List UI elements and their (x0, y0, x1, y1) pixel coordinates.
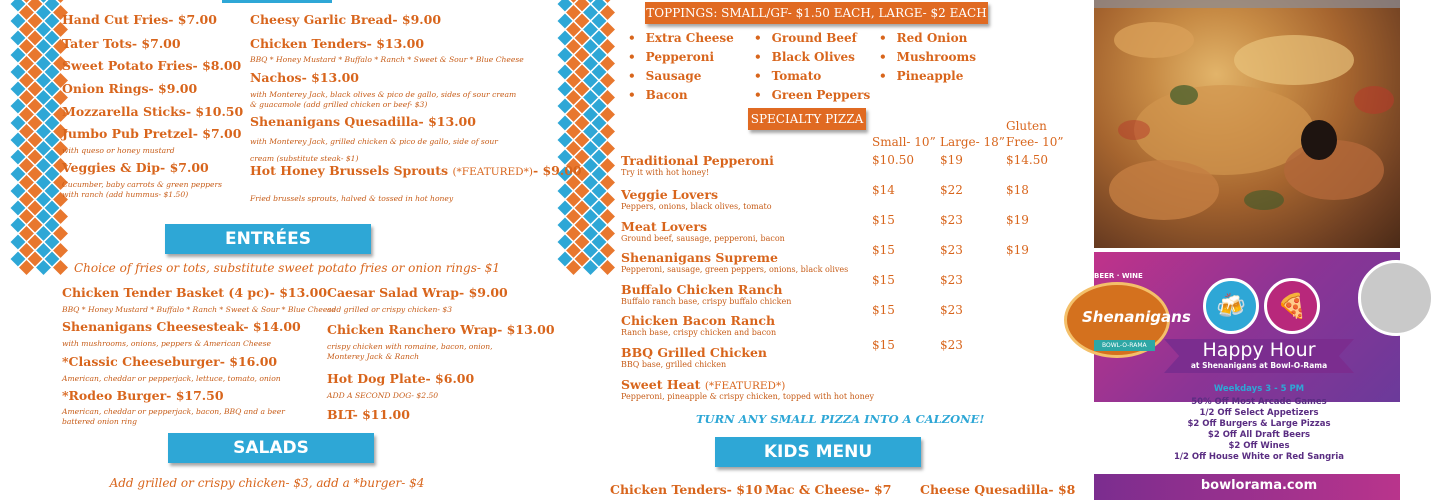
col-header-gf-line2: Free- 10” (1006, 135, 1064, 149)
menu-item: *Rodeo Burger- $17.50 (62, 388, 224, 403)
pizza-row (621, 213, 1081, 243)
menu-item-name: Hot Honey Brussels Sprouts (250, 163, 449, 178)
pizza-price-small: $15 (872, 243, 895, 257)
menu-item: Tater Tots- $7.00 (62, 36, 181, 51)
pizza-name: Buffalo Chicken Ranch (621, 282, 783, 297)
toppings-list-col2 (754, 31, 870, 107)
pizza-row (621, 377, 1081, 401)
pizza-name: Chicken Bacon Ranch (621, 313, 776, 328)
menu-item-desc: BBQ * Honey Mustard * Buffalo * Ranch * Sweet & Sour * Blue Cheese (250, 55, 524, 64)
toppings-banner: TOPPINGS: SMALL/GF- $1.50 EACH, LARGE- $2 EACH (645, 2, 988, 24)
pizza-price-small: $10.50 (872, 153, 914, 167)
promo-url[interactable]: bowlorama.com (1200, 478, 1318, 493)
menu-item: Caesar Salad Wrap- $9.00 (327, 285, 508, 300)
topping-item: • Green Peppers (754, 88, 870, 107)
pizza-price-gf: $19 (1006, 243, 1029, 257)
happy-hour-title: Happy Hour (1202, 339, 1316, 361)
pizza-price-gf: $18 (1006, 183, 1029, 197)
menu-item: Chicken Ranchero Wrap- $13.00 (327, 322, 555, 337)
topping-item: • Pepperoni (628, 50, 734, 69)
pizza-price-small: $14 (872, 183, 895, 197)
pizza-price-large: $23 (940, 338, 963, 352)
menu-item: Jumbo Pub Pretzel- $7.00 (62, 126, 242, 141)
deal-item: 1/2 Off House White or Red Sangria (1173, 452, 1345, 462)
diamond-pattern-right (565, 0, 599, 500)
menu-item-desc: add grilled or crispy chicken- $3 (327, 305, 453, 314)
pizza-desc: Pepperoni, sausage, green peppers, onions, black olives (621, 265, 849, 274)
pizza-price-small: $15 (872, 213, 895, 227)
menu-item-desc: with Monterey Jack, black olives & pico de gallo, sides of sour cream & guacamole (add grilled chicken or beef- $3) (250, 90, 517, 109)
topping-item: • Mushrooms (879, 50, 976, 69)
pizza-row (621, 273, 1081, 306)
pizza-price-small: $15 (872, 273, 895, 287)
col-header-small: Small- 10” (872, 135, 936, 149)
pizza-price-large: $19 (940, 153, 963, 167)
pizza-row (621, 153, 1081, 177)
topping-item: • Tomato (754, 69, 870, 88)
col-header-large: Large- 18” (940, 135, 1005, 149)
pizza-price-large: $23 (940, 273, 963, 287)
menu-item: Onion Rings- $9.00 (62, 81, 198, 96)
topping-item: • Extra Cheese (628, 31, 734, 50)
pizza-name: Shenanigans Supreme (621, 250, 778, 265)
menu-item: Chicken Tender Basket (4 pc)- $13.00 (62, 285, 328, 300)
menu-item: Hand Cut Fries- $7.00 (62, 12, 217, 27)
pizza-row (621, 338, 1081, 369)
topping-item: • Bacon (628, 88, 734, 107)
menu-item: Sweet Potato Fries- $8.00 (62, 58, 242, 73)
happy-hour-when: Weekdays 3 - 5 PM (1213, 384, 1305, 394)
logo-top: BEER · WINE (1094, 272, 1143, 280)
entrees-subtitle: Choice of fries or tots, substitute sweet potato fries or onion rings- $1 (73, 261, 500, 275)
menu-item-desc: American, cheddar or pepperjack, lettuce, tomato, onion (62, 374, 281, 383)
pizza-desc: Ranch base, crispy chicken and bacon (621, 328, 777, 337)
menu-item-desc: crispy chicken with romaine, bacon, onion, Monterey Jack & Ranch (327, 342, 493, 361)
pizza-desc: BBQ base, grilled chicken (621, 360, 727, 369)
menu-item-price: - $9.00 (532, 163, 582, 178)
calzone-note: TURN ANY SMALL PIZZA INTO A CALZONE! (696, 412, 985, 426)
deal-item: 1/2 Off Select Appetizers (1199, 408, 1319, 418)
menu-item: Chicken Tenders- $13.00 (250, 36, 425, 51)
menu-item: *Classic Cheeseburger- $16.00 (62, 354, 278, 369)
menu-item-desc: Fried brussels sprouts, halved & tossed in hot honey (250, 194, 454, 203)
menu-item: BLT- $11.00 (327, 407, 410, 422)
pizza-desc: Buffalo ranch base, crispy buffalo chicken (621, 297, 792, 306)
menu-item: Cheesy Garlic Bread- $9.00 (250, 12, 442, 27)
pizza-desc: Pepperoni, pineapple & crispy chicken, topped with hot honey (621, 392, 874, 401)
topping-item: • Pineapple (879, 69, 976, 88)
toppings-list-col3 (879, 31, 976, 88)
topping-item: • Black Olives (754, 50, 870, 69)
pizza-name: Traditional Pepperoni (621, 153, 774, 168)
menu-item-desc: BBQ * Honey Mustard * Buffalo * Ranch * Sweet & Sour * Blue Cheese (62, 305, 336, 314)
pizza-price-large: $22 (940, 183, 963, 197)
topping-item: • Red Onion (879, 31, 976, 50)
kids-item: Mac & Cheese- $7 (765, 482, 892, 497)
top-ribbon-edge (222, 0, 332, 3)
pizza-desc: Ground beef, sausage, pepperoni, bacon (621, 234, 785, 243)
pizza-name (621, 377, 1081, 392)
pizza-photo (1094, 0, 1400, 248)
menu-item: Mozzarella Sticks- $10.50 (62, 104, 244, 119)
menu-item: Nachos- $13.00 (250, 70, 359, 85)
pizza-name: Veggie Lovers (621, 187, 719, 202)
menu-item-desc: ADD A SECOND DOG- $2.50 (327, 391, 439, 400)
featured-tag: (*FEATURED*) (704, 380, 786, 392)
topping-item: • Sausage (628, 69, 734, 88)
menu-item-desc: Cucumber, baby carrots & green peppers with ranch (add hummus- $1.50) (62, 180, 223, 199)
specialty-pizza-banner: SPECIALTY PIZZA (748, 108, 866, 130)
happy-hour-subtitle: at Shenanigans at Bowl-O-Rama (1190, 361, 1328, 370)
menu-item-featured (250, 163, 582, 178)
salads-ribbon: SALADS (168, 433, 374, 463)
deal-item: $2 Off All Draft Beers (1207, 430, 1311, 440)
pizza-price-gf: $14.50 (1006, 153, 1048, 167)
beer-mugs-icon: 🍻 (1203, 278, 1259, 334)
pizza-price-large: $23 (940, 303, 963, 317)
menu-item: Hot Dog Plate- $6.00 (327, 371, 475, 386)
col-header-gf-line1: Gluten (1006, 119, 1047, 133)
pizza-row (621, 243, 1081, 274)
pizza-icon: 🍕 (1264, 278, 1320, 334)
pizza-name: Meat Lovers (621, 219, 707, 234)
pizza-price-small: $15 (872, 338, 895, 352)
pizza-name-text: Sweet Heat (621, 377, 701, 392)
pizza-desc: Try it with hot honey! (621, 168, 710, 177)
menu-item-desc: American, cheddar or pepperjack, bacon, BBQ and a beer battered onion ring (62, 407, 285, 426)
happy-hour-promo (1082, 252, 1400, 500)
menu-item-desc: with queso or honey mustard (62, 146, 175, 155)
menu-item: Shenanigans Cheesesteak- $14.00 (62, 319, 301, 334)
deal-item: $2 Off Wines (1228, 441, 1290, 451)
pizza-price-small: $15 (872, 303, 895, 317)
pizza-price-large: $23 (940, 213, 963, 227)
kids-item: Cheese Quesadilla- $8 (920, 482, 1076, 497)
menu-item-desc: with mushrooms, onions, peppers & American Cheese (62, 339, 272, 348)
bowlorama-logo-partial (1358, 260, 1434, 336)
menu-item: Shenanigans Quesadilla- $13.00 (250, 114, 476, 129)
kids-item: Chicken Tenders- $10 (610, 482, 763, 497)
pizza-price-large: $23 (940, 243, 963, 257)
pizza-photo-art (1094, 0, 1400, 248)
pizza-desc: Peppers, onions, black olives, tomato (621, 202, 772, 211)
topping-item: • Ground Beef (754, 31, 870, 50)
salads-subtitle: Add grilled or crispy chicken- $3, add a *burger- $4 (109, 476, 425, 490)
entrees-ribbon: ENTRÉES (165, 224, 371, 254)
deal-item: 50% Off Most Arcade Games (1191, 397, 1327, 407)
pizza-price-gf: $19 (1006, 213, 1029, 227)
deal-item: $2 Off Burgers & Large Pizzas (1187, 419, 1331, 429)
pizza-row (621, 303, 1081, 337)
shenanigans-logo (1064, 260, 1191, 370)
specialty-pizza-list (621, 153, 1081, 408)
logo-name: Shenanigans (1082, 308, 1191, 326)
logo-sub: BOWL-O-RAMA (1094, 340, 1155, 351)
diamond-pattern-left (18, 0, 52, 500)
menu-item-desc: with Monterey Jack, grilled chicken & pico de gallo, side of sour cream (substitute steak- $1) (250, 137, 498, 163)
toppings-list-col1 (628, 31, 734, 107)
menu-item: Veggies & Dip- $7.00 (62, 160, 209, 175)
kids-menu-ribbon: KIDS MENU (715, 437, 921, 467)
pizza-name: BBQ Grilled Chicken (621, 345, 768, 360)
pizza-row (621, 183, 1081, 211)
featured-tag: (*FEATURED*) (452, 166, 533, 178)
